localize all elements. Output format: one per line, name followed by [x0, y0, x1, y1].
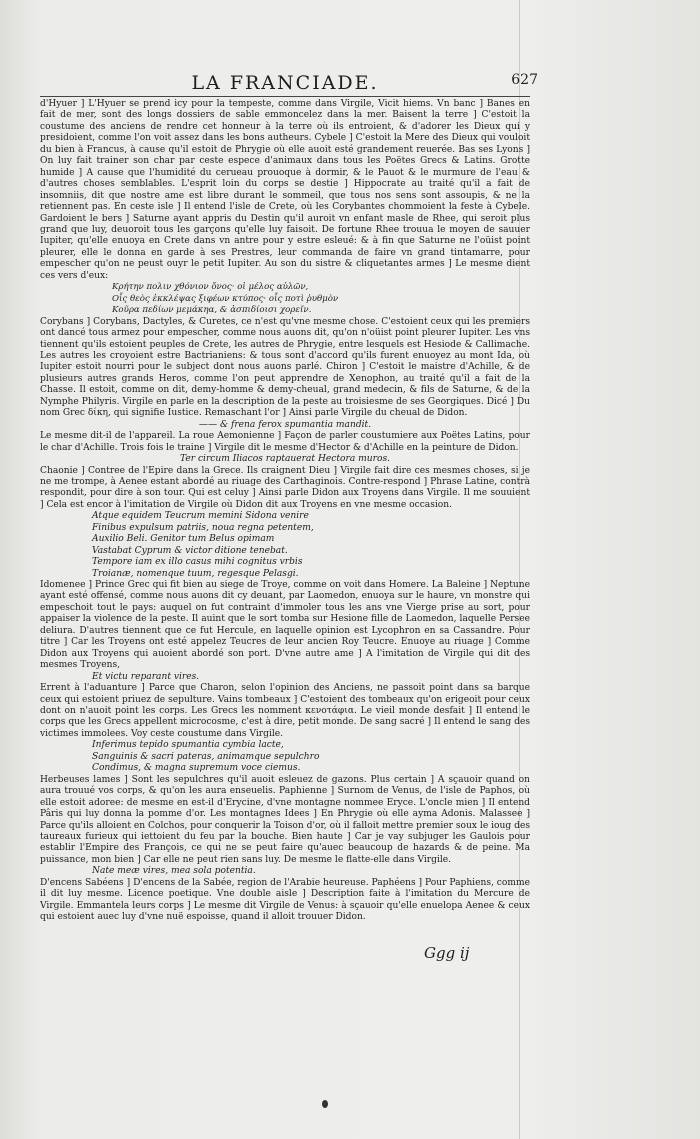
- commentary-text: [40, 99, 530, 924]
- header-rule: [40, 96, 530, 97]
- running-title: LA FRANCIADE.: [191, 72, 379, 94]
- paragraph: Le mesme dit-il de l'appareil. La roue Aemonienne ] Façon de parler coustumiere aux Poëtes Latins, pour le char d'Achille. Trois fois le traine ] Virgile dit le mesme d'Hector & d'Achille en la peinture de Didon.: [40, 431, 530, 453]
- latin-verse: Finibus expulsum patriis, noua regna petentem,: [92, 522, 314, 533]
- latin-verse: Et victu reparant vires.: [92, 671, 200, 682]
- latin-verse: Inferimus tepido spumantia cymbia lacte,: [92, 740, 284, 751]
- paragraph: Corybans ] Corybans, Dactyles, & Curetes, ce n'est qu'vne mesme chose. C'estoient ceux qui les premiers ont dancé tous armez pour empescher, comme nous auons dit, qu'on n'oüist point pleurer Iupiter. Les vns tiennent qu'ils estoient peuples de Crete, les autres de Phrygie, entre lesquels est Hesiode & Callimache. Les autres les croyoient estre Bactrianiens: & tous sont d'accord qu'ils furent enuoyez au mont Ida, où Iupiter estoit nourri pour le subject dont nous auons parlé. Chiron ] C'estoit le maistre d'Achille, & de plusieurs autres grands Heros, comme l'on peut apprendre de Xenophon, au traité qu'il a fait de la Chasse. Il estoit, comme on dit, demy-homme & demy-cheual, grand medecin, & fils de Saturne, & de la Nymphe Philyris. Virgile en parle en la description de la peste au troisiesme de ses Georgiques. Dicé ] Du nom Grec δίκη, qui signifie Iustice. Remaschant l'or ] Ainsi parle Virgile du cheual de Didon.: [40, 316, 530, 419]
- latin-verse: Condimus, & magna supremum voce ciemus.: [92, 763, 301, 774]
- paragraph: Herbeuses lames ] Sont les sepulchres qu'il auoit esleuez de gazons. Plus certain ] A sçauoir quand on aura trouué vos corps, & qu'on les aura enseuelis. Paphienne ] Surnom de Venus, de l'isle de Paphos, où elle estoit adoree: de mesme en est-il d'Erycine, d'vne montagne nommee Eryce. L'oncle mien ] Il entend Pâris qui luy donna la pomme d'or. Les montagnes Idees ] En Phrygie où elle ayma Adonis. Malassee ] Parce qu'ils alloient en Colchos, pour conquerir la Toison d'or, où il falloit mettre premier soux le ioug des taureaux furieux qui iettoient du feu par la bouche. Bien haute ] Car je vay subjuger les Gaulois pour establir l'Empire des François, ce qui ne se peut faire qu'auec beaucoup de hazards & de peine. Ma puissance, mon bien ] Car elle ne peut rien sans luy. De mesme le flatte-elle dans Virgile.: [40, 774, 530, 865]
- latin-verse: Troianæ, nomenque tuum, regesque Pelasgi.: [92, 568, 299, 579]
- page-number: 627: [511, 72, 538, 88]
- paragraph: Chaonie ] Contree de l'Epire dans la Grece. Ils craignent Dieu ] Virgile fait dire ces mesmes choses, si je ne me trompe, à Aenee estant abordé au riuage des Carthaginois. Contre-respond ] Phrase Latine, contrà respondit, pour dire à son tour. Qui est celuy ] Ainsi parle Didon aux Troyens dans Virgile. Il me souuient ] Cela est encor à l'imitation de Virgile où Didon dit aux Troyens en vne mesme occasion.: [40, 465, 530, 510]
- greek-verse: Οἷς θεὸς ἐκκλέψας ξιφέων κτύπος· οἷς ποτὶ ῥυθμὸν: [112, 293, 339, 304]
- latin-verse: Vastabat Cyprum & victor ditione tenebat.: [92, 545, 288, 556]
- latin-verse: Ter circum Iliacos raptauerat Hectora muros.: [179, 454, 391, 465]
- latin-verse: Sanguinis & sacri pateras, animamque sepulchro: [92, 751, 320, 762]
- paragraph: d'Hyuer ] L'Hyuer se prend icy pour la tempeste, comme dans Virgile, Vicit hiems. Vn banc ] Banes en fait de mer, sont des longs dossiers de sable emmoncelez dans la mer. Baisent la terre ] C'estoit la coustume des anciens de rendre cet honneur à la terre où ils entroient, & d'adorer les Dieux qui y presidoient, comme l'on voit assez dans les bons autheurs. Cybele ] C'estoit la Mere des Dieux qui vouloit du bien à Francus, à cause qu'il estoit de Phrygie où elle auoit esté grandement reuerée. Bas ses Lyons ] On luy fait trainer son char par ceste espece d'animaux dans tous les Poëtes Grecs & Latins. Grotte humide ] A cause que l'humidité du cerueau prouoque à dormir, & le Pauot & le murmure de l'eau & d'autres choses semblables. L'esprit loin du corps se destie ] Hippocrate au traité qu'il a fait de insomniis, dit que nostre ame est libre durant le sommeil, que tous nos sens sont assoupis, & ne la retiennent pas. En ceste isle ] Il entend l'isle de Crete, où les Corybantes chommoient la feste à Cybele. Gardoient le bers ] Saturne ayant appris du Destin qu'il auroit vn enfant masle de Rhee, qui seroit plus grand que luy, deuoroit tous les garçons qu'elle luy faisoit. De fortune Rhee trouua le moyen de sauuer Iupiter, qu'elle enuoya en Crete dans vn antre pour y estre esleué: & à fin que Saturne ne l'oüist point pleurer, elle le donna en garde à ses Prestres, leur commanda de faire vn grand tintamarre, pour empescher qu'on ne peust ouyr le petit Iupiter. Au son du sistre & cliquetantes armes ] Le mesme dient ces vers d'eux:: [40, 99, 530, 281]
- running-header: [40, 72, 538, 94]
- greek-verse: Κοῦρα πεδίων μεμάκηα, & ἀσπιδίοισι χορεῖν.: [112, 305, 312, 316]
- latin-verse: Nate meæ vires, mea sola potentia.: [92, 866, 256, 877]
- greek-verse: Κρήτην πολιν χθόνιον ὄνος· οἱ μέλος αὐλῶν,: [112, 282, 309, 293]
- paragraph: Idomenee ] Prince Grec qui fit bien au siege de Troye, comme on voit dans Homere. La Baleine ] Neptune ayant esté offensé, comme nous auons dit cy deuant, par Laomedon, enuoya sur le haure, vn monstre qui empeschoit tout le pays: auquel on fut contraint d'immoler tous les ans vne Vierge prise au sort, pour appaiser la violence de la peste. Il auint que le sort tomba sur Hesione fille de Laomedon, laquelle Persee deliura. D'autres tiennent que ce fut Hercule, en laquelle opinion est Lycophron en sa Cassandre. Pour titre ] Car les Troyens ont esté appelez Teucres de leur ancien Roy Teucre. Enuoye au riuage ] Comme Didon aux Troyens qui auoient abordé son port. D'vne autre ame ] A l'imitation de Virgile qui dit des mesmes Troyens,: [40, 580, 530, 671]
- signature-mark: Ggg ij: [424, 944, 470, 962]
- latin-verse: Tempore iam ex illo casus mihi cognitus vrbis: [92, 557, 303, 568]
- latin-verse: —— & frena ferox spumantia mandit.: [198, 419, 372, 430]
- ink-spot: [322, 1100, 328, 1108]
- paragraph: D'encens Sabéens ] D'encens de la Sabée, region de l'Arabie heureuse. Paphéens ] Pour Paphiens, comme il dit luy mesme. Licence poetique. Vne double aisle ] Description faite à l'imitation du Mercure de Virgile. Emmantela leurs corps ] Le mesme dit Virgile de Venus: à sçauoir qu'elle enuelopa Aenee & ceux qui estoient auec luy d'vne nuë espoisse, quand il alloit trouuer Didon.: [40, 877, 530, 923]
- paragraph: Errent à l'aduanture ] Parce que Charon, selon l'opinion des Anciens, ne passoit point dans sa barque ceux qui estoient priuez de sepulture. Vains tombeaux ] C'estoient des tombeaux qu'on erigeoit pour ceux dont on n'auoit point les corps. Les Grecs les nomment κενοτάφια. Le vieil monde desfait ] Il entend le corps que les Grecs appellent microcosme, c'est à dire, petit monde. De sang sacré ] Il entend le sang des victimes immolees. Voy ceste coustume dans Virgile.: [40, 683, 530, 739]
- latin-verse: Auxilio Beli. Genitor tum Belus opimam: [92, 534, 275, 545]
- latin-verse: Atque equidem Teucrum memini Sidona venire: [92, 511, 309, 522]
